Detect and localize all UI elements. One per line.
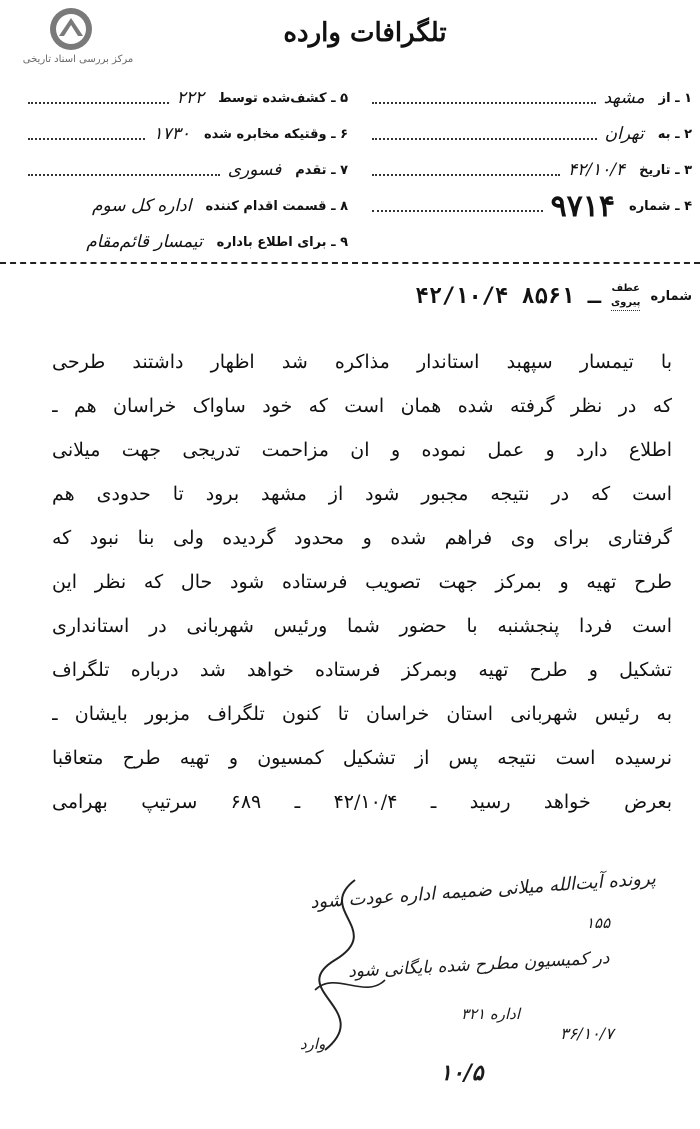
field-label: ۹ ـ برای اطلاع باداره	[216, 234, 348, 250]
dotted-line	[372, 138, 597, 140]
handwritten-note-3: اداره ۳۲۱	[460, 1005, 520, 1023]
field-label: ۳ ـ تاریخ	[639, 162, 692, 178]
body-line: اطلاع دارد و عمل نموده و ان مزاحمت تدریجی جهت میلانی	[52, 439, 672, 461]
field-label: ۵ ـ کشف‌شده توسط	[218, 90, 348, 106]
field-to	[372, 116, 692, 152]
fields-left	[28, 80, 348, 260]
reference-number	[416, 282, 692, 311]
handwritten-number-a: ۱۵۵	[586, 914, 611, 932]
body-line: نرسیده است نتیجه پس از تشکیل کمسیون و تهیه طرح متعاقبا	[52, 747, 672, 769]
telegram-body	[52, 340, 672, 824]
field-label: ۷ ـ تقدم	[295, 162, 348, 178]
body-line: گرفتاری برای وی فراهم شده و محدود گردیده ولی بنا نبود که	[52, 527, 672, 549]
handwritten-note-1: پرونده آیت‌الله میلانی ضمیمه اداره عودت شود	[309, 867, 657, 914]
dotted-line	[372, 102, 596, 104]
dotted-line	[28, 102, 169, 104]
reference-label: شماره	[650, 289, 692, 304]
page-title: تلگرافات وارده	[283, 18, 447, 48]
handwritten-date: ۳۶/۱۰/۷	[560, 1024, 614, 1043]
field-value: مشهد	[603, 88, 645, 108]
field-info-to	[28, 224, 348, 260]
dotted-line	[28, 138, 145, 140]
field-value: ۲۲۲	[176, 88, 205, 108]
field-value: ۹۷۱۴	[550, 188, 616, 224]
institute-name: مرکز بررسی اسناد تاریخی	[22, 54, 134, 65]
field-label: ۶ ـ وقتیکه مخابره شده	[203, 126, 348, 142]
dotted-line	[372, 174, 560, 176]
field-from	[372, 80, 692, 116]
field-value: ۴۲/۱۰/۴	[567, 160, 626, 180]
body-line: است که در نتیجه مجبور شود از مشهد برود تا حدودی هم	[52, 483, 672, 505]
field-label: ۲ ـ به	[657, 126, 692, 142]
body-line: بعرض خواهد رسید ـ ۴۲/۱۰/۴ ـ ۶۸۹ سرتیپ بهرامی	[52, 791, 672, 813]
field-label: ۱ ـ از	[658, 90, 692, 106]
reference-type	[611, 282, 640, 311]
field-value: فسوری	[227, 160, 282, 180]
institute-logo-icon	[42, 6, 100, 52]
field-priority	[28, 152, 348, 188]
handwritten-note-2: در کمیسیون مطرح شده بایگانی شود	[348, 948, 611, 982]
field-transmitted-time	[28, 116, 348, 152]
reference-type-bottom: پیروی	[611, 297, 641, 308]
dotted-line	[28, 174, 220, 176]
fields-right	[372, 80, 692, 224]
field-value: ۱۷۳۰	[153, 124, 190, 144]
body-line: با تیمسار سپهبد استاندار مذاکره شد اظهار داشتند طرحی	[52, 351, 672, 373]
separator-line	[0, 262, 700, 264]
field-date	[372, 152, 692, 188]
reference-type-top: عطف	[611, 283, 640, 294]
field-decoded-by	[28, 80, 348, 116]
body-line: به رئیس شهربانی استان خراسان تا کنون تلگراف مزبور بایشان ـ	[52, 703, 672, 725]
field-number	[372, 188, 692, 224]
body-line: طرح تهیه و بمرکز جهت تصویب فرستاده شود حال که نظر این	[52, 571, 672, 593]
handwritten-note-4: وارد	[300, 1035, 326, 1053]
reference-value: ۴۲/۱۰/۴ ـ ۸۵۶۱	[415, 284, 601, 309]
dotted-line	[372, 210, 543, 212]
field-value: اداره کل سوم	[92, 196, 192, 216]
field-value: تهران	[604, 124, 644, 144]
field-value: تیمسار قائم‌مقام	[86, 232, 203, 252]
field-label: ۸ ـ قسمت اقدام کننده	[205, 198, 348, 214]
field-label: ۴ ـ شماره	[629, 198, 692, 214]
body-line: تشکیل و طرح تهیه وبمرکز فرستاده خواهد شد درباره تلگراف	[52, 659, 672, 681]
body-line: است فردا پنجشنبه با حضور شما ورئیس شهربانی در استانداری	[52, 615, 672, 637]
handwritten-number-c: ۱۰/۵	[440, 1060, 484, 1086]
body-line: که در نظر گرفته شده همان است که خود ساواک خراسان هم ـ	[52, 395, 672, 417]
field-action-department	[28, 188, 348, 224]
